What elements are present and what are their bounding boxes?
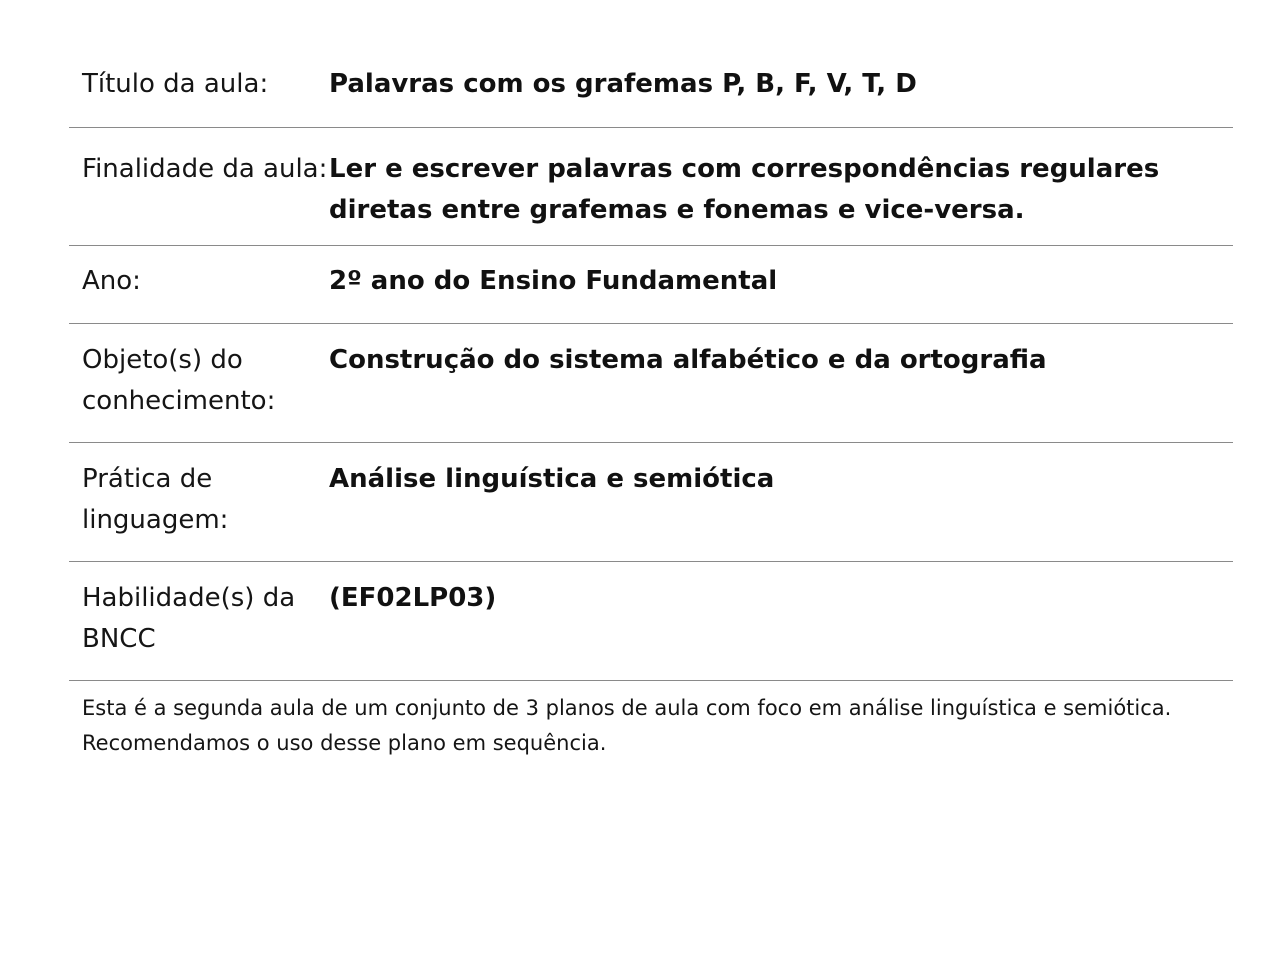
label-grade: Ano: — [82, 266, 141, 296]
label-bncc-skills: Habilidade(s) da BNCC — [82, 583, 296, 654]
label-lesson-purpose: Finalidade da aula: — [82, 154, 328, 184]
value-lesson-title: Palavras com os grafemas P, B, F, V, T, D — [329, 69, 917, 99]
label-language-practice: Prática de linguagem: — [82, 464, 229, 535]
value-lesson-purpose: Ler e escrever palavras com correspondências regulares diretas entre grafemas e fonemas e vice-versa. — [329, 154, 1160, 225]
value-knowledge-object: Construção do sistema alfabético e da ortografia — [329, 345, 1047, 375]
row-language-practice — [69, 443, 1233, 562]
row-bncc-skills — [69, 562, 1233, 681]
label-lesson-title: Título da aula: — [82, 69, 269, 99]
value-grade: 2º ano do Ensino Fundamental — [329, 266, 778, 296]
row-lesson-purpose — [69, 128, 1233, 246]
lesson-plan-table — [69, 48, 1233, 761]
row-grade — [69, 246, 1233, 324]
row-lesson-title — [69, 48, 1233, 128]
row-knowledge-object — [69, 324, 1233, 443]
label-knowledge-object: Objeto(s) do conhecimento: — [82, 345, 276, 416]
value-bncc-skills: (EF02LP03) — [329, 583, 497, 613]
value-language-practice: Análise linguística e semiótica — [329, 464, 775, 494]
lesson-sequence-note: Esta é a segunda aula de um conjunto de 3 planos de aula com foco em análise linguística e semiótica. Recomendamos o uso desse plano em sequência. — [82, 696, 1172, 755]
